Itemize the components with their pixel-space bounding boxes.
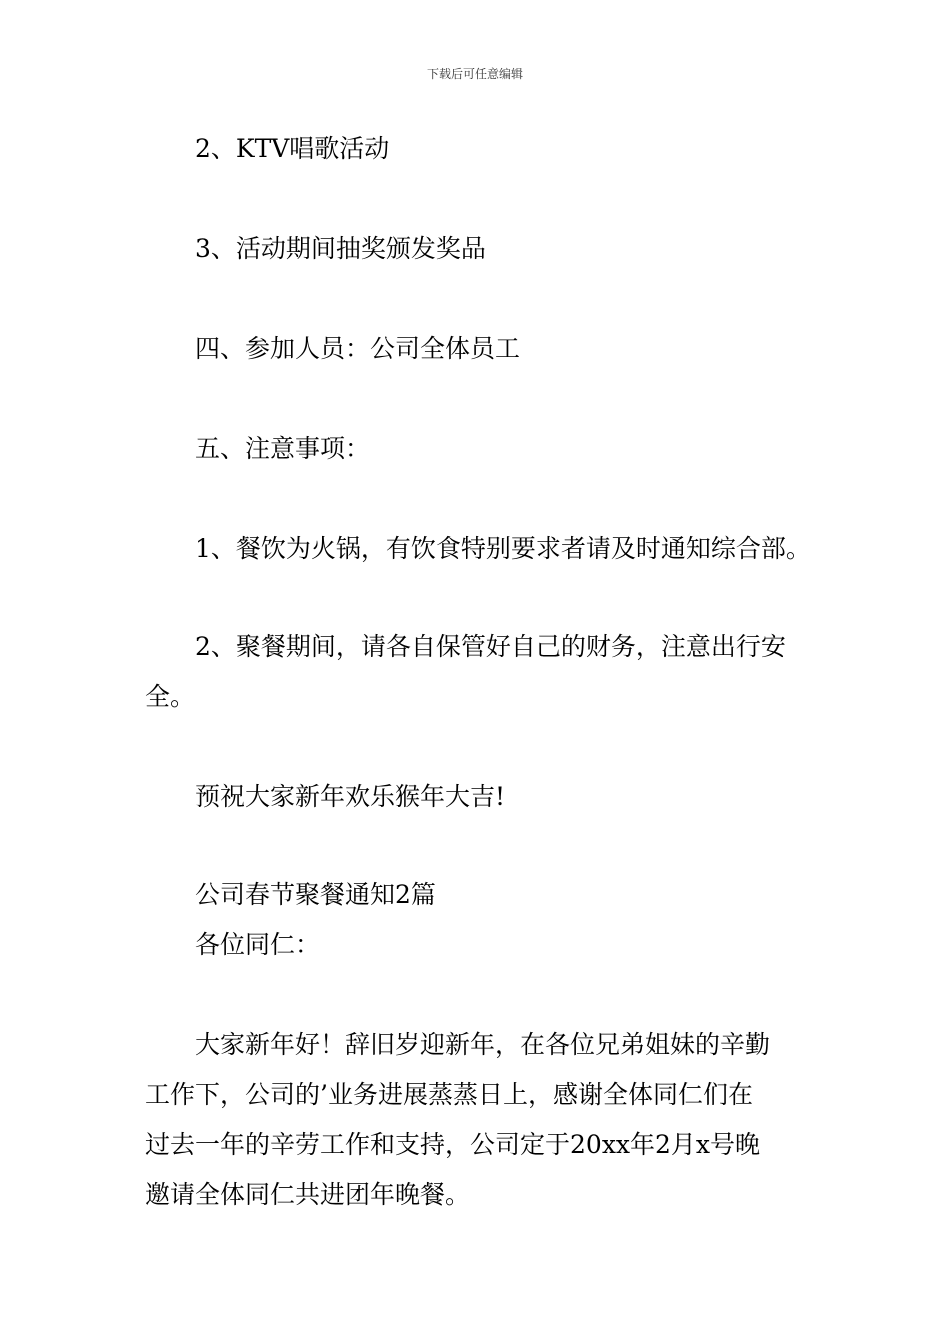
body-paragraph-line-2: 工作下，公司的’业务进展蒸蒸日上，感谢全体同仁们在 — [145, 1080, 753, 1109]
body-paragraph-line-1: 大家新年好！辞旧岁迎新年，在各位兄弟姐妹的辛勤 — [195, 1030, 771, 1059]
note-item-food: 1、餐饮为火锅，有饮食特别要求者请及时通知综合部。 — [195, 534, 811, 563]
body-paragraph-line-3: 过去一年的辛劳工作和支持，公司定于20xx年2月x号晚 — [145, 1130, 761, 1159]
page-header: 下载后可任意编辑 — [426, 67, 523, 81]
note-item-safety-cont: 全。 — [145, 682, 196, 711]
greeting-line: 预祝大家新年欢乐猴年大吉! — [195, 782, 506, 811]
list-item-ktv: 2、KTV唱歌活动 — [195, 134, 390, 163]
body-paragraph-line-4: 邀请全体同仁共进团年晚餐。 — [145, 1180, 471, 1209]
note-item-safety: 2、聚餐期间，请各自保管好自己的财务，注意出行安 — [195, 632, 786, 661]
doc-title-2: 公司春节聚餐通知2篇 — [195, 880, 436, 909]
salutation: 各位同仁： — [195, 930, 321, 959]
section-heading-notes: 五、注意事项： — [195, 434, 371, 463]
section-heading-participants: 四、参加人员：公司全体员工 — [195, 334, 521, 363]
list-item-lottery: 3、活动期间抽奖颁发奖品 — [195, 234, 486, 263]
